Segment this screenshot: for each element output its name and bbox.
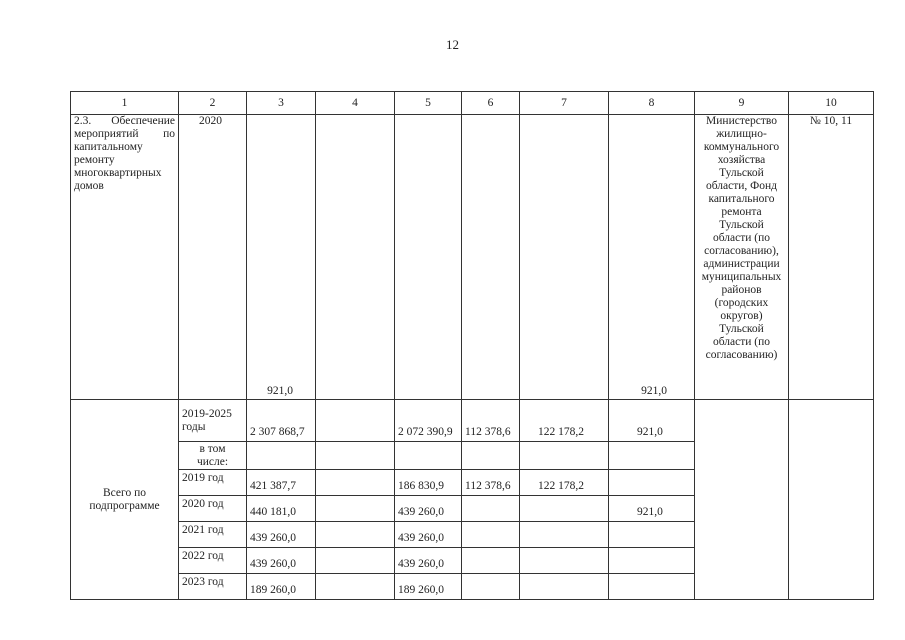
summary-indicator [789,400,874,600]
year-c3: 189 260,0 [247,574,316,600]
total-c6: 112 378,6 [462,400,520,442]
executor-line: районов [721,284,762,296]
year-c6 [462,574,520,600]
including-label [179,442,247,470]
year-c7 [520,496,609,522]
measure-name-line: многоквартирных [74,167,162,179]
executor-line: муниципальных [701,271,782,283]
total-period-line: годы [182,420,206,433]
column-number: 1 [71,92,179,115]
executor-line: округов) [720,310,763,322]
measure-name-line: 2.3. Обеспечение [74,115,175,127]
summary-label-line: подпрограмме [89,499,160,512]
year-c5: 439 260,0 [395,548,462,574]
year-c3: 439 260,0 [247,548,316,574]
total-c4 [316,400,395,442]
summary-total-row [71,400,874,442]
summary-executor [695,400,789,600]
year-c7 [520,522,609,548]
executor-line: Тульской [719,167,764,179]
year-c8 [609,522,695,548]
executor-line: Тульской [719,219,764,231]
year-label: 2021 год [179,522,247,548]
executor-line: Министерство [706,115,777,127]
measure-name-line: домов [74,180,104,192]
including-c6 [462,442,520,470]
year-label: 2022 год [179,548,247,574]
column-number: 8 [609,92,695,115]
column-number: 4 [316,92,395,115]
column-number-row [71,92,874,115]
executor-line: области, Фонд [705,180,778,192]
measure-c4 [316,115,395,400]
including-label-line: числе: [196,455,229,468]
including-c5 [395,442,462,470]
including-c4 [316,442,395,470]
measure-year: 2020 [179,115,247,400]
year-c3: 439 260,0 [247,522,316,548]
year-c4 [316,574,395,600]
measure-indicator: № 10, 11 [789,115,874,400]
total-period-line: 2019-2025 [182,407,232,420]
column-number: 2 [179,92,247,115]
year-c7 [520,548,609,574]
executor-line: области (по [712,336,771,348]
measure-name [71,115,179,400]
year-c6 [462,522,520,548]
year-c5: 439 260,0 [395,496,462,522]
column-number: 7 [520,92,609,115]
measure-row [71,115,874,400]
column-number: 6 [462,92,520,115]
year-c5: 189 260,0 [395,574,462,600]
including-c3 [247,442,316,470]
executor-line: Тульской [719,323,764,335]
executor-line: согласованию) [705,349,778,361]
including-c7 [520,442,609,470]
column-number: 9 [695,92,789,115]
year-label: 2020 год [179,496,247,522]
year-c8 [609,548,695,574]
measure-c7 [520,115,609,400]
year-c4 [316,470,395,496]
summary-label [71,400,179,600]
executor-line: ремонта [721,206,762,218]
measure-name-line: ремонту [74,154,115,166]
year-c6 [462,496,520,522]
measure-c6 [462,115,520,400]
column-number: 10 [789,92,874,115]
year-c3: 421 387,7 [247,470,316,496]
executor-line: хозяйства [717,154,766,166]
total-period-label [179,400,247,442]
year-c7 [520,574,609,600]
year-c5: 439 260,0 [395,522,462,548]
total-c3: 2 307 868,7 [247,400,316,442]
executor-line: капитального [708,193,775,205]
year-c8: 921,0 [609,496,695,522]
executor-line: области (по [712,232,771,244]
executor-line: администрации [703,258,780,270]
including-c8 [609,442,695,470]
measure-c3: 921,0 [247,115,316,400]
year-label: 2023 год [179,574,247,600]
year-label: 2019 год [179,470,247,496]
measure-c5 [395,115,462,400]
year-c7: 122 178,2 [520,470,609,496]
year-c8 [609,470,695,496]
measure-executor [695,115,789,400]
measure-name-line: мероприятий по [74,128,175,140]
year-c4 [316,548,395,574]
year-c6: 112 378,6 [462,470,520,496]
year-c3: 440 181,0 [247,496,316,522]
year-c4 [316,522,395,548]
measure-name-line: капитальному [74,141,143,153]
year-c4 [316,496,395,522]
total-c8: 921,0 [609,400,695,442]
page-number: 12 [446,37,459,52]
executor-line: коммунального [703,141,780,153]
executor-line: (городских [714,297,769,309]
column-number: 5 [395,92,462,115]
measure-c8: 921,0 [609,115,695,400]
column-number: 3 [247,92,316,115]
total-c5: 2 072 390,9 [395,400,462,442]
summary-label-line: Всего по [103,486,146,499]
year-c6 [462,548,520,574]
year-c5: 186 830,9 [395,470,462,496]
including-label-line: в том [199,442,226,455]
year-c8 [609,574,695,600]
total-c7: 122 178,2 [520,400,609,442]
executor-line: согласованию), [704,245,779,257]
executor-line: жилищно- [716,128,767,140]
budget-table [70,91,874,600]
